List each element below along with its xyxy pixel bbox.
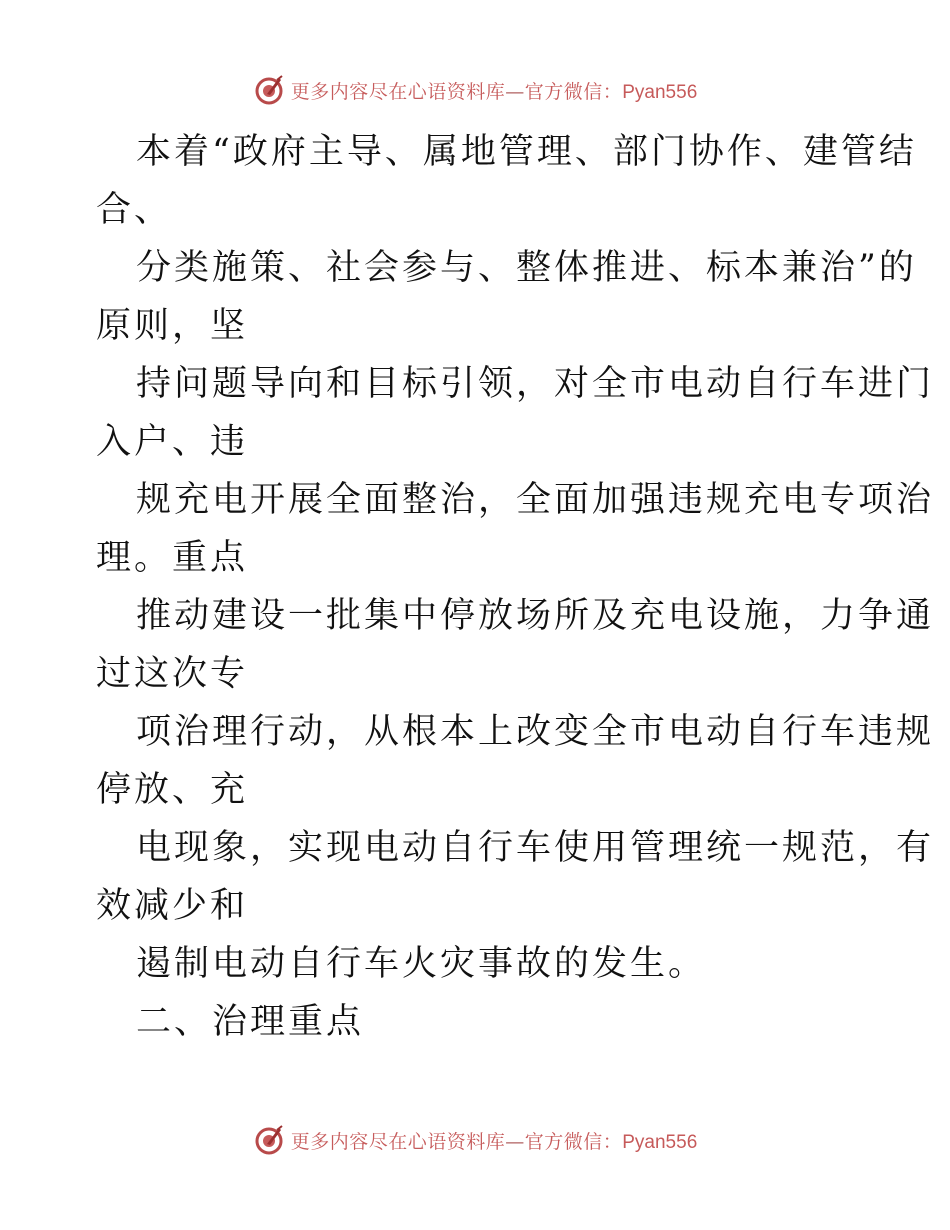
paragraph-line: 分类施策、社会参与、整体推进、标本兼治”的 bbox=[136, 248, 917, 288]
footer-watermark bbox=[0, 1122, 950, 1158]
paragraph-line: 遏制电动自行车火灾事故的发生。 bbox=[136, 944, 707, 984]
quill-seal-icon bbox=[253, 1124, 285, 1156]
watermark-text: 更多内容尽在心语资料库—官方微信：Pyan556 bbox=[290, 1130, 698, 1153]
watermark-text: 更多内容尽在心语资料库—官方微信：Pyan556 bbox=[290, 80, 698, 103]
paragraph-line: 效减少和 bbox=[96, 886, 249, 926]
paragraph-line: 项治理行动，从根本上改变全市电动自行车违规 bbox=[136, 712, 935, 752]
paragraph-line: 合、 bbox=[96, 190, 173, 230]
paragraph-line: 规充电开展全面整治，全面加强违规充电专项治 bbox=[136, 480, 935, 520]
paragraph-line: 理。重点 bbox=[96, 538, 249, 578]
paragraph-line: 过这次专 bbox=[96, 654, 249, 694]
section-heading: 二、治理重点 bbox=[136, 1002, 365, 1042]
paragraph-line: 本着“政府主导、属地管理、部门协作、建管结 bbox=[136, 132, 917, 172]
paragraph-line: 持问题导向和目标引领，对全市电动自行车进门 bbox=[136, 364, 935, 404]
paragraph-line: 推动建设一批集中停放场所及充电设施，力争通 bbox=[136, 596, 935, 636]
paragraph-line: 入户、违 bbox=[96, 422, 249, 462]
paragraph-line: 停放、充 bbox=[96, 770, 249, 810]
header-watermark bbox=[0, 72, 950, 108]
paragraph-line: 原则，坚 bbox=[96, 306, 249, 346]
document-body bbox=[96, 123, 935, 1051]
quill-seal-icon bbox=[253, 74, 285, 106]
paragraph-line: 电现象，实现电动自行车使用管理统一规范，有 bbox=[136, 828, 935, 868]
